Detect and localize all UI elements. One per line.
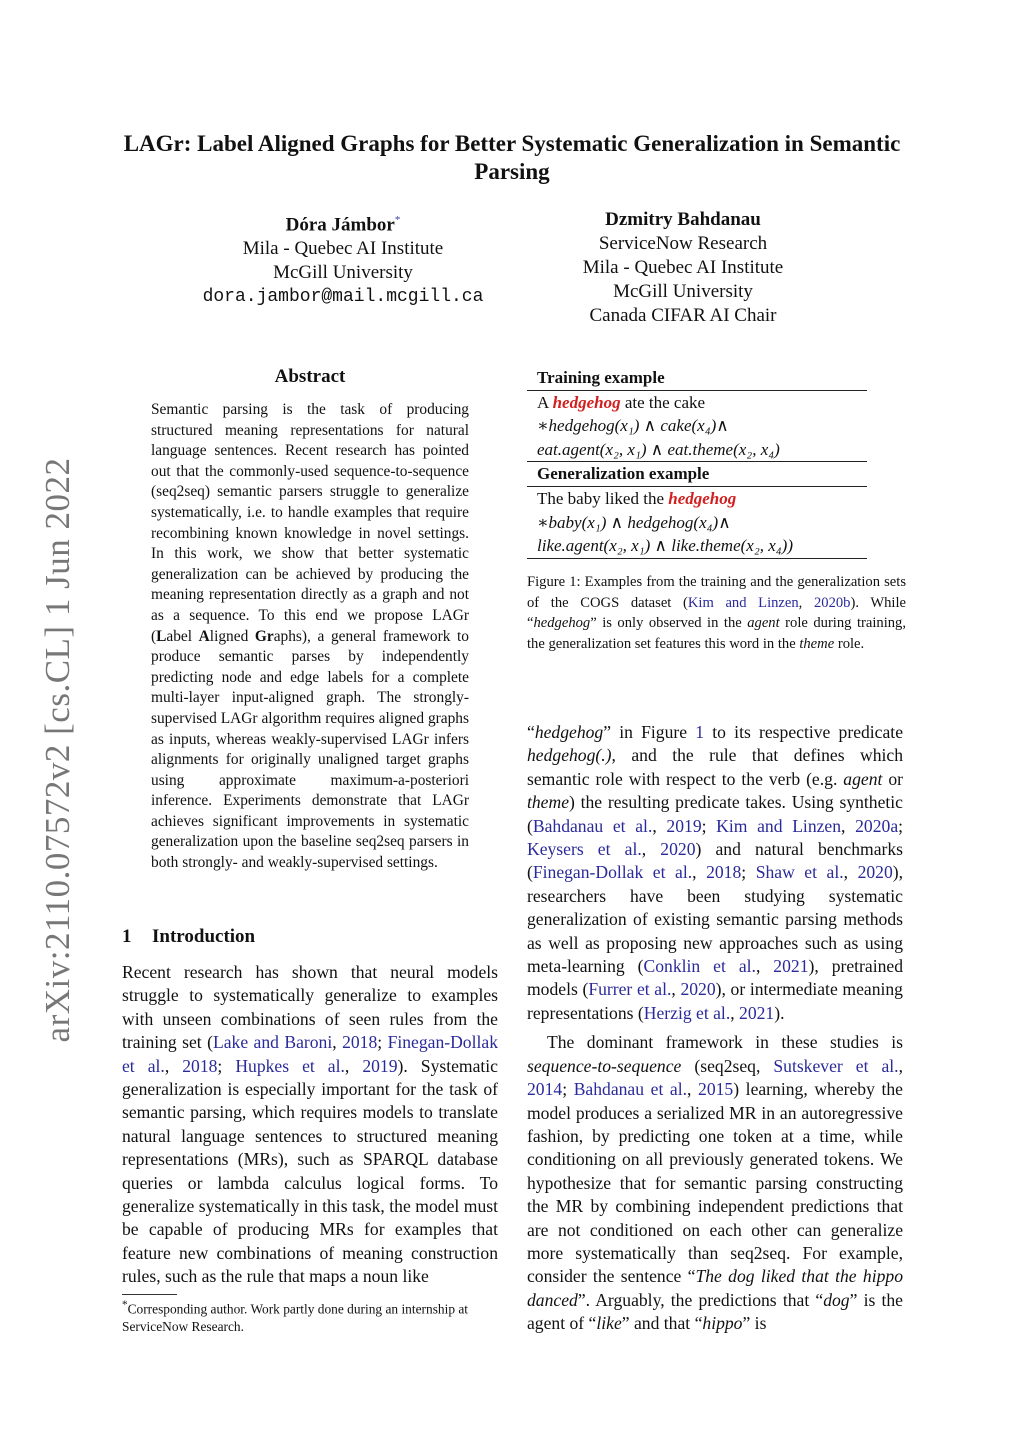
citation-link[interactable]: Bahdanau et al. [573, 1079, 688, 1100]
figure-1-caption: Figure 1: Examples from the training and the generalization sets of the COGS dataset (Kim and Linzen, 2020b). While “hedgehog” is only observed in the agent role during training, the generalization set features this word in the theme role. [527, 574, 906, 652]
author-name: Dzmitry Bahdanau [605, 209, 761, 230]
generalization-header: Generalization example [537, 464, 710, 484]
author-affiliation: McGill University [613, 281, 753, 302]
acronym-rest: abel [166, 627, 199, 645]
citation-link[interactable]: Finegan-Dollak et al. [122, 1032, 498, 1076]
citation-year-link[interactable]: 2020 [660, 839, 696, 860]
citation-year-link[interactable]: 2014 [527, 1079, 563, 1100]
highlighted-word: hedgehog [552, 392, 621, 412]
highlighted-word: hedgehog [668, 488, 737, 508]
citation-link[interactable]: Lake and Baroni [212, 1032, 333, 1053]
generalization-logical-form-line-1: ∗baby(x₁) ∧ hedgehog(x₄)∧ [537, 512, 731, 532]
citation-link[interactable]: Keysers et al. [527, 839, 642, 860]
body-text: Recent research has shown that neural models struggle to systematically generalize to examples with unseen combinations of seen rules from the training set ( [122, 962, 498, 1053]
train-logical-form-line-1: ∗hedgehog(x₁) ∧ cake(x₄)∧ [537, 416, 729, 436]
citation-link[interactable]: Herzig et al. [643, 1002, 731, 1023]
author-email[interactable]: dora.jambor@mail.mcgill.ca [202, 287, 484, 308]
generalization-sentence: The baby liked the hedgehog [537, 488, 737, 508]
citation-link[interactable]: Kim and Linzen [716, 815, 842, 836]
citation-link[interactable]: Furrer et al. [588, 979, 672, 1000]
abstract-text [151, 400, 469, 874]
section-number: 1 [122, 926, 132, 947]
citation-link[interactable]: Bahdanau et al. [532, 815, 653, 836]
citation-year-link[interactable]: 2018 [342, 1032, 378, 1053]
footnote-marker: * [122, 1299, 128, 1311]
citation-link[interactable]: Kim and Linzen [687, 594, 799, 611]
table-bottom-rule [527, 558, 867, 559]
figure-1-table [527, 366, 867, 559]
citation-year-link[interactable]: 2018 [182, 1055, 218, 1076]
section-title: Introduction [152, 926, 256, 947]
citation-year-link[interactable]: 2020 [857, 862, 893, 883]
citation-link[interactable]: Finegan-Dollak et al. [532, 862, 693, 883]
acronym-rest: aphs [273, 627, 302, 645]
footnote-text: Corresponding author. Work partly done during an internship at ServiceNow Research. [122, 1301, 469, 1335]
train-sentence: A hedgehog ate the cake [537, 392, 706, 412]
citation-year-link[interactable]: 2019 [666, 815, 702, 836]
author-affiliation: Mila - Quebec AI Institute [242, 238, 444, 260]
section-heading [122, 926, 255, 948]
citation-year-link[interactable]: 2019 [362, 1055, 398, 1076]
acronym-letter: A [198, 627, 210, 645]
footnote [122, 1296, 498, 1336]
citation-link[interactable]: Shaw et al. [755, 862, 844, 883]
author-affiliation: McGill University [273, 262, 413, 284]
acronym-letter: L [156, 627, 167, 645]
author-block-1 [183, 208, 503, 309]
figure-ref-link[interactable]: 1 [695, 722, 705, 742]
citation-link[interactable]: Conklin et al. [643, 956, 756, 977]
citation-link[interactable]: Sutskever et al. [773, 1055, 899, 1076]
citation-year-link[interactable]: 2021 [739, 1002, 775, 1023]
intro-paragraph-left: Recent research has shown that neural models struggle to systematically generalize to examples with unseen combinations of seen rules from the training set (Lake and Baroni, 2018; Finegan-Dollak et al., 2018; Hupkes et al., 2019). Systematic generalization is especially important for the task of semantic parsing, which requires models to translate natural language sentences to structured meaning representations (MRs), such as SPARQL database queries or lambda calculus logical forms. To generalize systematically in this task, the model must be capable of producing MRs for examples that feature new combinations of meaning construction rules, such as the rule that maps a noun like [122, 962, 498, 1287]
acronym-letter: Gr [254, 627, 274, 645]
paper-title: LAGr: Label Aligned Graphs for Better Systematic Generalization in Semantic Parsing [123, 131, 901, 184]
citation-year-link[interactable]: 2018 [706, 862, 742, 883]
author-block-2 [523, 208, 843, 328]
arxiv-identifier: arXiv:2110.07572v2 [cs.CL] 1 Jun 2022 [38, 457, 77, 1043]
author-affiliation: ServiceNow Research [598, 233, 768, 254]
train-header: Training example [537, 368, 665, 387]
author-affiliation: Mila - Quebec AI Institute [582, 257, 784, 278]
citation-year-link[interactable]: 2020 [680, 979, 716, 1000]
footnote-rule [122, 1294, 177, 1295]
body-text: ). Systematic generalization is especially important for the task of semantic parsing, which requires models to translate natural language sentences to structured meaning representations (MRs), such as SPARQL database queries or lambda calculus logical forms. To generalize systematically in this task, the model must be capable of producing MRs for examples that feature new combinations of meaning construction rules, such as the rule that maps a noun like [122, 1055, 498, 1287]
acronym-rest: ligned [209, 627, 255, 645]
citation-year-link[interactable]: 2020a [855, 815, 899, 836]
citation-year-link[interactable]: 2015 [698, 1079, 734, 1100]
author-affiliation: Canada CIFAR AI Chair [589, 305, 777, 326]
citation-link[interactable]: Hupkes et al. [235, 1055, 345, 1076]
intro-paragraph-right: “hedgehog” in Figure 1 to its respective predicate hedgehog(.), and the rule that defines which semantic role with respect to the verb (e.g. agent or theme) the resulting predicate takes. Using synthetic (Bahdanau et al., 2019; Kim and Linzen, 2020a; Keysers et al., 2020) and natural benchmarks (Finegan-Dollak et al., 2018; Shaw et al., 2020), researchers have been studying systematic generalization of existing semantic parsing methods as well as proposing new approaches such as using meta-learning (Conklin et al., 2021), pretrained models (Furrer et al., 2020), or intermediate meaning representations (Herzig et al., 2021). The dominant framework in these studies is sequence-to-sequence (seq2seq, Sutskever et al., 2014; Bahdanau et al., 2015) learning, whereby the model produces a serialized MR in an autoregressive fashion, by predicting one token at a time, while conditioning on all previously generated tokens. We hypothesize that for semantic parsing constructing the MR by combining independent predictions that are not conditioned on each other can generalize more systematically than seq2seq. For example, consider the sentence “The dog liked that the hippo danced”. Arguably, the predictions that “dog” is the agent of “like” and that “hippo” is [527, 722, 904, 1334]
author-marker: * [394, 214, 401, 226]
math-predicate: hedgehog(.) [527, 745, 612, 766]
author-name: Dóra Jámbor [285, 214, 395, 236]
abstract-body-continued: ), a general framework to produce semantic parses by independently predicting node and edge labels for a complete multi-layer input-aligned graph. The strongly-supervised LAGr algorithm requires aligned graphs as inputs, whereas weakly-supervised LAGr infers alignments for originally unaligned target graphs using approximate maximum-a-posteriori inference. Experiments demonstrate that LAGr achieves significant improvements in systematic generalization upon the baseline seq2seq parsers in both strongly- and weakly-supervised settings. [151, 627, 469, 872]
citation-year-link[interactable]: 2020b [813, 594, 851, 611]
abstract-heading: Abstract [274, 366, 346, 387]
abstract-body: Semantic parsing is the task of producing structured meaning representations for natural language sentences. Recent research has pointed out that the commonly-used sequence-to-sequence (seq2seq) semantic parsers struggle to generalize systematically, i.e. to handle examples that require recombining known knowledge in novel settings. In this work, we show that better systematic generalization can be achieved by producing the meaning representation directly as a graph and not as a sequence. To this end we propose LAGr ( [151, 401, 469, 645]
generalization-logical-form-line-2: like.agent(x₂, x₁) ∧ like.theme(x₂, x₄)) [537, 536, 794, 556]
train-logical-form-line-2: eat.agent(x₂, x₁) ∧ eat.theme(x₂, x₄) [537, 439, 780, 459]
citation-year-link[interactable]: 2021 [773, 956, 809, 977]
